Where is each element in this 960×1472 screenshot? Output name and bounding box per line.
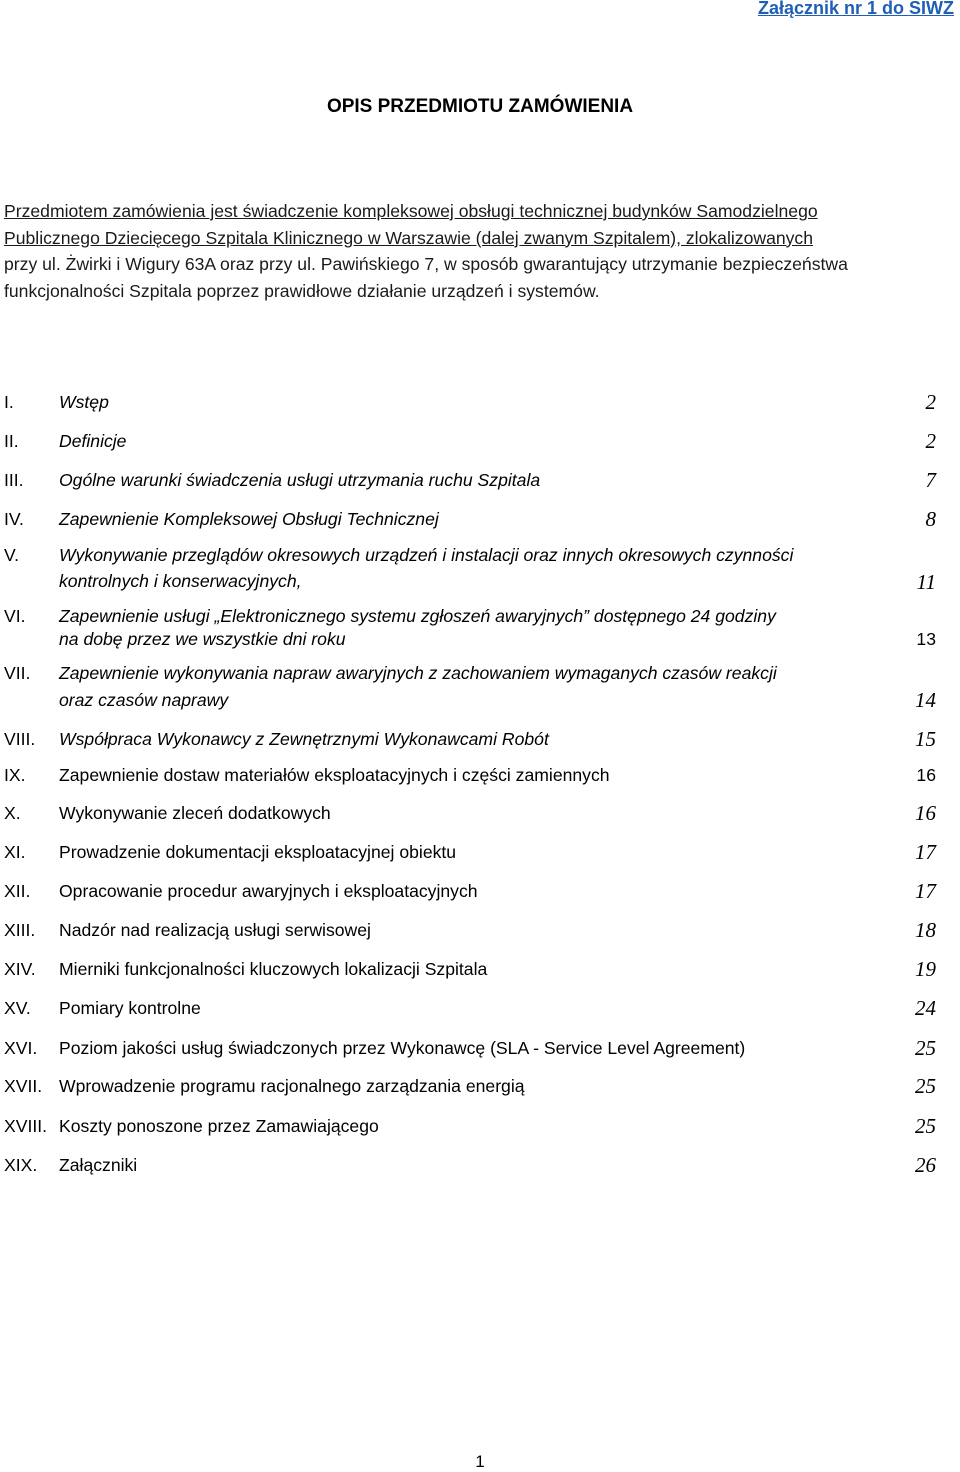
toc-number: X. (4, 803, 21, 823)
toc-title: Koszty ponoszone przez Zamawiającego (59, 1116, 379, 1136)
toc-page: 25 (915, 1036, 936, 1060)
intro-line-3: przy ul. Żwirki i Wigury 63A oraz przy ul. Pawińskiego 7, w sposób gwarantujący utrzymanie bezpieczeństwa (4, 254, 848, 274)
toc-page: 14 (915, 688, 936, 712)
toc-page: 17 (915, 840, 936, 864)
toc-page: 16 (916, 765, 936, 785)
toc-page: 13 (916, 629, 936, 649)
toc-number: V. (4, 545, 20, 565)
toc-number: XI. (4, 842, 26, 862)
toc-title: Współpraca Wykonawcy z Zewnętrznymi Wykonawcami Robót (59, 729, 549, 749)
toc-title: Zapewnienie Kompleksowej Obsługi Technicznej (59, 509, 439, 529)
toc-page: 7 (925, 468, 936, 492)
toc-title: Definicje (59, 431, 127, 451)
toc-title: Mierniki funkcjonalności kluczowych lokalizacji Szpitala (59, 959, 488, 979)
toc-title-continued: na dobę przez we wszystkie dni roku (59, 629, 346, 649)
intro-paragraph (4, 198, 954, 304)
toc-page: 25 (915, 1074, 936, 1098)
intro-line-2: Publicznego Dziecięcego Szpitala Klinicznego w Warszawie (dalej zwanym Szpitalem), zlokalizowanych (4, 227, 814, 248)
toc-page: 26 (915, 1153, 936, 1177)
page-number: 1 (475, 1452, 485, 1471)
toc-title: Ogólne warunki świadczenia usługi utrzymania ruchu Szpitala (59, 470, 541, 490)
toc-number: XIV. (4, 959, 36, 979)
intro-line-4: funkcjonalności Szpitala poprzez prawidłowe działanie urządzeń i systemów. (4, 280, 600, 301)
toc-title: Zapewnienie dostaw materiałów eksploatacyjnych i części zamiennych (59, 765, 610, 785)
toc-title: Poziom jakości usług świadczonych przez Wykonawcę (SLA - Service Level Agreement) (59, 1038, 746, 1058)
toc-title: Wstęp (59, 392, 109, 412)
toc-title: Załączniki (59, 1155, 138, 1175)
toc-title: Zapewnienie wykonywania napraw awaryjnych z zachowaniem wymaganych czasów reakcji (59, 663, 777, 683)
toc-page: 2 (925, 429, 936, 453)
toc-title: Wykonywanie przeglądów okresowych urządzeń i instalacji oraz innych okresowych czynności (59, 545, 794, 565)
toc-page: 16 (915, 801, 936, 825)
toc-number: XVIII. (4, 1116, 48, 1136)
toc-title: Wprowadzenie programu racjonalnego zarządzania energią (59, 1076, 525, 1096)
toc-title-continued: oraz czasów naprawy (59, 690, 229, 710)
toc-page: 15 (915, 727, 936, 751)
toc-title: Wykonywanie zleceń dodatkowych (59, 803, 331, 823)
toc-number: XIX. (4, 1155, 38, 1175)
toc-title: Opracowanie procedur awaryjnych i eksploatacyjnych (59, 881, 478, 901)
toc-number: III. (4, 470, 24, 490)
toc-title: Pomiary kontrolne (59, 998, 201, 1018)
toc-page: 11 (916, 570, 936, 594)
toc-number: XII. (4, 881, 31, 901)
toc-page: 17 (915, 879, 936, 903)
toc-title-continued: kontrolnych i konserwacyjnych, (59, 571, 302, 591)
toc-page: 25 (915, 1114, 936, 1138)
toc-number: II. (4, 431, 19, 451)
toc-number: XV. (4, 998, 31, 1018)
document-title: OPIS PRZEDMIOTU ZAMÓWIENIA (326, 96, 634, 117)
toc-page: 19 (915, 957, 936, 981)
toc-number: VIII. (4, 729, 36, 749)
toc-number: VII. (4, 663, 31, 683)
toc-number: IV. (4, 509, 24, 529)
toc-title: Zapewnienie usługi „Elektronicznego systemu zgłoszeń awaryjnych” dostępnego 24 godziny (59, 606, 776, 626)
toc-page: 18 (915, 918, 936, 942)
toc-number: VI. (4, 606, 26, 626)
toc-page: 24 (915, 996, 936, 1020)
toc-number: XIII. (4, 920, 36, 940)
toc-page: 8 (925, 507, 936, 531)
toc-title: Nadzór nad realizacją usługi serwisowej (59, 920, 371, 940)
attachment-link[interactable]: Załącznik nr 1 do SIWZ (757, 0, 954, 18)
toc-title: Prowadzenie dokumentacji eksploatacyjnej obiektu (59, 842, 457, 862)
toc-number: IX. (4, 765, 26, 785)
toc-number: XVII. (4, 1076, 43, 1096)
intro-line-1: Przedmiotem zamówienia jest świadczenie kompleksowej obsługi technicznej budynków Samodzielnego (4, 201, 818, 221)
toc-page: 2 (925, 390, 936, 414)
toc-number: I. (4, 392, 14, 412)
toc-number: XVI. (4, 1038, 38, 1058)
